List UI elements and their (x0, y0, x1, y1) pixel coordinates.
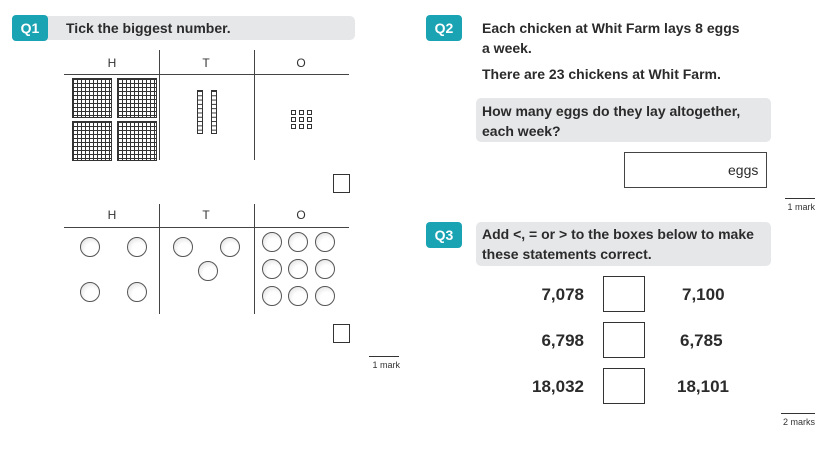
q3-instruction-line-2: these statements correct. (482, 246, 652, 262)
q1-mark: 1 mark (372, 360, 400, 370)
place-value-counter (262, 232, 282, 252)
ten-rod (197, 90, 203, 134)
answer-unit: eggs (728, 162, 759, 178)
place-value-counter (288, 286, 308, 306)
q1-instruction: Tick the biggest number. (66, 20, 231, 36)
one-cube (299, 124, 304, 129)
hundred-square (72, 78, 112, 118)
place-value-counter (80, 282, 100, 302)
place-value-counter (127, 237, 147, 257)
one-cube (307, 110, 312, 115)
q2-line-3: There are 23 chickens at Whit Farm. (482, 66, 721, 82)
table2-header-o: O (296, 208, 306, 222)
table2-divider-2 (254, 204, 255, 314)
table1-divider-1 (159, 50, 160, 160)
q1-mark-rule (369, 356, 399, 357)
compare-symbol-box[interactable] (603, 322, 645, 358)
place-value-counter (198, 261, 218, 281)
q2-mark-rule (785, 198, 815, 199)
q1-badge: Q1 (12, 15, 48, 41)
q2-line-1: Each chicken at Whit Farm lays 8 eggs (482, 20, 740, 36)
compare-left-number: 18,032 (532, 377, 584, 396)
table2-header-rule (64, 227, 349, 228)
q2-line-2: a week. (482, 40, 532, 56)
q3-instruction-line-1: Add <, = or > to the boxes below to make (482, 226, 754, 242)
compare-symbol-box[interactable] (603, 276, 645, 312)
table1-header-h: H (107, 56, 117, 70)
q2-mark: 1 mark (787, 202, 815, 212)
table1-header-rule (64, 74, 349, 75)
table2-header-t: T (202, 208, 210, 222)
q2-question-line-2: each week? (482, 123, 561, 139)
place-value-counter (262, 286, 282, 306)
compare-right-number: 7,100 (682, 285, 725, 304)
q3-mark-rule (781, 413, 815, 414)
table1-divider-2 (254, 50, 255, 160)
place-value-counter (315, 259, 335, 279)
hundred-square (117, 78, 157, 118)
compare-left-number: 6,798 (541, 331, 584, 350)
place-value-counter (127, 282, 147, 302)
one-cube (299, 110, 304, 115)
table2-header-h: H (107, 208, 117, 222)
place-value-counter (315, 232, 335, 252)
tick-box-table-1[interactable] (333, 174, 350, 193)
table2-divider-1 (159, 204, 160, 314)
q3-badge: Q3 (426, 222, 462, 248)
compare-right-number: 18,101 (677, 377, 729, 396)
place-value-counter (288, 232, 308, 252)
q2-badge: Q2 (426, 15, 462, 41)
place-value-counter (80, 237, 100, 257)
table1-header-o: O (296, 56, 306, 70)
q3-mark: 2 marks (782, 417, 815, 427)
compare-left-number: 7,078 (541, 285, 584, 304)
place-value-counter (315, 286, 335, 306)
place-value-counter (173, 237, 193, 257)
one-cube (307, 117, 312, 122)
hundred-square (72, 121, 112, 161)
compare-symbol-box[interactable] (603, 368, 645, 404)
ten-rod (211, 90, 217, 134)
one-cube (291, 124, 296, 129)
place-value-counter (288, 259, 308, 279)
one-cube (291, 117, 296, 122)
place-value-counter (220, 237, 240, 257)
one-cube (299, 117, 304, 122)
hundred-square (117, 121, 157, 161)
compare-right-number: 6,785 (680, 331, 723, 350)
q2-question-line-1: How many eggs do they lay altogether, (482, 103, 741, 119)
table1-header-t: T (202, 56, 210, 70)
one-cube (291, 110, 296, 115)
tick-box-table-2[interactable] (333, 324, 350, 343)
one-cube (307, 124, 312, 129)
place-value-counter (262, 259, 282, 279)
